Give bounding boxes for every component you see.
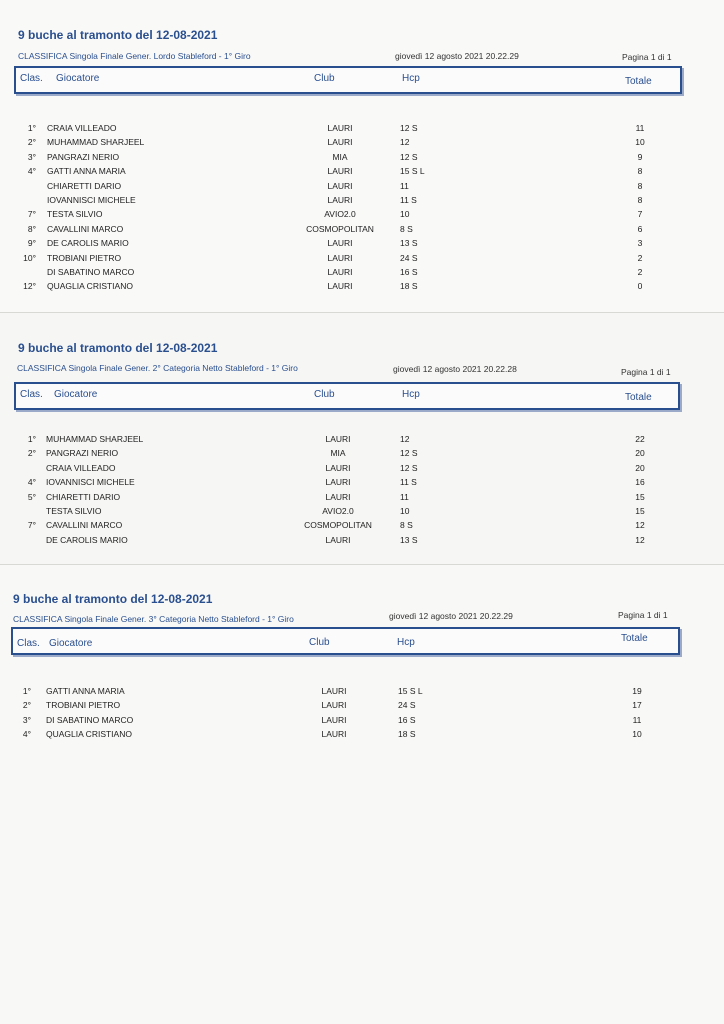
row-player-name: TESTA SILVIO (46, 506, 102, 516)
row-position: 1° (27, 434, 36, 444)
row-position: 10° (23, 252, 36, 263)
row-position: 4° (27, 477, 36, 488)
row-position: 2° (27, 448, 36, 459)
row-position: 2° (22, 700, 31, 711)
ranking-row (0, 224, 724, 238)
print-date: giovedì 12 agosto 2021 20.22.28 (393, 364, 517, 374)
row-hcp: 8 S (400, 223, 413, 234)
ranking-row (0, 448, 724, 462)
row-position: 7° (27, 520, 36, 531)
ranking-row (0, 166, 724, 180)
row-club: COSMOPOLITAN (306, 223, 374, 234)
row-player-name: CHIARETTI DARIO (46, 491, 121, 502)
ranking-row (0, 700, 724, 714)
header-totale: Totale (625, 76, 652, 87)
ranking-row (0, 253, 724, 267)
row-total: 3 (637, 238, 643, 249)
header-clas: Clas. (20, 73, 43, 84)
row-hcp: 12 S (400, 448, 418, 459)
row-hcp: 16 S (398, 714, 416, 725)
ranking-row (0, 209, 724, 223)
row-player-name: PANGRAZI NERIO (47, 151, 120, 162)
page-number: Pagina 1 di 1 (621, 367, 671, 377)
row-total: 8 (637, 195, 643, 205)
row-club: LAURI (327, 238, 353, 249)
row-total: 2 (637, 267, 643, 277)
row-total: 8 (637, 180, 643, 191)
ranking-sheet-lordo (0, 0, 724, 312)
row-club: LAURI (321, 729, 347, 740)
row-player-name: DE CAROLIS MARIO (47, 238, 129, 249)
row-total: 22 (635, 434, 645, 444)
row-position: 1° (27, 123, 36, 133)
row-position: 7° (27, 209, 36, 220)
column-header-box (11, 627, 680, 655)
page-number: Pagina 1 di 1 (622, 52, 672, 62)
row-player-name: MUHAMMAD SHARJEEL (47, 137, 145, 148)
ranking-row (0, 463, 724, 477)
row-hcp: 18 S (400, 281, 418, 292)
row-player-name: DE CAROLIS MARIO (46, 534, 128, 545)
row-total: 12 (635, 520, 645, 531)
row-club: LAURI (327, 123, 353, 133)
row-club: LAURI (321, 714, 347, 725)
row-club: LAURI (327, 166, 353, 177)
row-club: LAURI (325, 462, 351, 473)
ranking-row (0, 137, 724, 151)
row-position: 1° (22, 686, 31, 696)
ranking-row (0, 729, 724, 743)
row-club: MIA (332, 151, 348, 162)
row-hcp: 18 S (398, 729, 416, 740)
row-club: LAURI (327, 281, 353, 292)
row-hcp: 12 S (400, 123, 418, 133)
row-club: LAURI (325, 434, 351, 444)
header-club: Club (309, 637, 330, 648)
row-total: 20 (635, 448, 645, 459)
row-player-name: CAVALLINI MARCO (47, 223, 124, 234)
row-hcp: 11 (400, 180, 409, 191)
row-club: MIA (330, 448, 346, 459)
row-hcp: 12 (400, 434, 410, 444)
ranking-row (0, 281, 724, 295)
row-position: 3° (22, 714, 31, 725)
header-hcp: Hcp (397, 637, 415, 648)
ranking-row (0, 715, 724, 729)
row-position: 9° (27, 238, 36, 249)
sheet-subtitle: CLASSIFICA Singola Finale Gener. Lordo Stableford - 1° Giro (18, 51, 251, 61)
ranking-row (0, 492, 724, 506)
sheet-title: 9 buche al tramonto del 12-08-2021 (18, 341, 218, 355)
row-hcp: 15 S L (398, 686, 423, 696)
row-total: 11 (632, 714, 642, 725)
ranking-row (0, 123, 724, 137)
row-player-name: CRAIA VILLEADO (47, 123, 117, 133)
row-total: 15 (635, 491, 645, 502)
row-player-name: GATTI ANNA MARIA (46, 686, 125, 696)
row-hcp: 11 (400, 491, 409, 502)
row-position: 2° (27, 137, 36, 148)
row-position: 4° (22, 729, 31, 740)
sheet-subtitle: CLASSIFICA Singola Finale Gener. 3° Categoria Netto Stableford - 1° Giro (13, 614, 294, 624)
row-player-name: IOVANNISCI MICHELE (46, 477, 135, 488)
column-header-box (14, 382, 680, 410)
ranking-sheet-cat2 (0, 312, 724, 564)
row-player-name: QUAGLIA CRISTIANO (47, 281, 133, 292)
row-player-name: MUHAMMAD SHARJEEL (46, 434, 144, 444)
row-total: 10 (635, 137, 645, 148)
row-club: LAURI (325, 477, 351, 488)
row-club: LAURI (327, 252, 353, 263)
ranking-row (0, 238, 724, 252)
row-club: COSMOPOLITAN (304, 520, 372, 531)
row-position: 3° (27, 151, 36, 162)
row-hcp: 12 S (400, 462, 418, 473)
sheet-subtitle: CLASSIFICA Singola Finale Gener. 2° Categoria Netto Stableford - 1° Giro (17, 363, 298, 373)
row-player-name: IOVANNISCI MICHELE (47, 195, 136, 205)
row-total: 16 (635, 477, 645, 488)
row-hcp: 12 (400, 137, 410, 148)
row-player-name: CHIARETTI DARIO (47, 180, 122, 191)
row-player-name: TESTA SILVIO (47, 209, 103, 220)
print-date: giovedì 12 agosto 2021 20.22.29 (395, 51, 519, 61)
row-club: AVIO2.0 (322, 506, 354, 516)
sheet-title: 9 buche al tramonto del 12-08-2021 (13, 592, 213, 606)
row-total: 9 (637, 151, 643, 162)
ranking-row (0, 152, 724, 166)
row-hcp: 11 S (400, 195, 417, 205)
row-hcp: 11 S (400, 477, 417, 488)
row-club: AVIO2.0 (324, 209, 356, 220)
header-giocatore: Giocatore (54, 389, 98, 400)
row-hcp: 15 S L (400, 166, 425, 177)
row-total: 8 (637, 166, 643, 177)
row-hcp: 13 S (400, 238, 418, 249)
header-totale: Totale (625, 392, 652, 403)
ranking-row (0, 520, 724, 534)
header-club: Club (314, 389, 335, 400)
row-total: 6 (637, 223, 643, 234)
row-club: LAURI (325, 534, 351, 545)
row-total: 17 (632, 700, 642, 711)
row-player-name: QUAGLIA CRISTIANO (46, 729, 132, 740)
row-player-name: CAVALLINI MARCO (46, 520, 123, 531)
column-header-box (14, 66, 682, 94)
ranking-row (0, 181, 724, 195)
row-total: 0 (637, 281, 643, 292)
header-clas: Clas. (17, 638, 40, 649)
sheet-title: 9 buche al tramonto del 12-08-2021 (18, 28, 218, 42)
row-club: LAURI (327, 137, 353, 148)
print-date: giovedì 12 agosto 2021 20.22.29 (389, 611, 513, 621)
page-number: Pagina 1 di 1 (618, 610, 668, 620)
header-giocatore: Giocatore (49, 638, 93, 649)
ranking-row (0, 267, 724, 281)
ranking-row (0, 195, 724, 209)
ranking-row (0, 535, 724, 549)
row-hcp: 8 S (400, 520, 413, 531)
row-hcp: 12 S (400, 151, 418, 162)
row-club: LAURI (321, 700, 347, 711)
row-player-name: TROBIANI PIETRO (46, 700, 121, 711)
row-hcp: 16 S (400, 267, 418, 277)
ranking-row (0, 686, 724, 700)
header-giocatore: Giocatore (56, 73, 100, 84)
header-hcp: Hcp (402, 389, 420, 400)
row-club: LAURI (325, 491, 351, 502)
row-player-name: TROBIANI PIETRO (47, 252, 122, 263)
ranking-row (0, 506, 724, 520)
row-club: LAURI (327, 195, 353, 205)
ranking-sheet-cat3 (0, 564, 724, 1024)
ranking-row (0, 477, 724, 491)
row-position: 8° (27, 223, 36, 234)
row-hcp: 10 (400, 506, 410, 516)
row-player-name: GATTI ANNA MARIA (47, 166, 126, 177)
row-total: 10 (632, 729, 642, 740)
row-total: 19 (632, 686, 642, 696)
row-total: 2 (637, 252, 643, 263)
row-position: 5° (27, 491, 36, 502)
row-club: LAURI (327, 180, 353, 191)
row-total: 15 (635, 506, 645, 516)
row-total: 12 (635, 534, 645, 545)
row-total: 20 (635, 462, 645, 473)
header-totale: Totale (621, 633, 648, 644)
row-hcp: 13 S (400, 534, 418, 545)
row-total: 7 (637, 209, 643, 220)
row-hcp: 24 S (398, 700, 416, 711)
header-club: Club (314, 73, 335, 84)
row-position: 12° (23, 281, 36, 292)
row-club: LAURI (327, 267, 353, 277)
ranking-row (0, 434, 724, 448)
row-hcp: 10 (400, 209, 410, 220)
header-clas: Clas. (20, 389, 43, 400)
row-player-name: CRAIA VILLEADO (46, 462, 116, 473)
header-hcp: Hcp (402, 73, 420, 84)
row-player-name: PANGRAZI NERIO (46, 448, 119, 459)
row-hcp: 24 S (400, 252, 418, 263)
row-position: 4° (27, 166, 36, 177)
row-player-name: DI SABATINO MARCO (47, 267, 135, 277)
row-total: 11 (635, 123, 645, 133)
row-player-name: DI SABATINO MARCO (46, 714, 134, 725)
row-club: LAURI (321, 686, 347, 696)
